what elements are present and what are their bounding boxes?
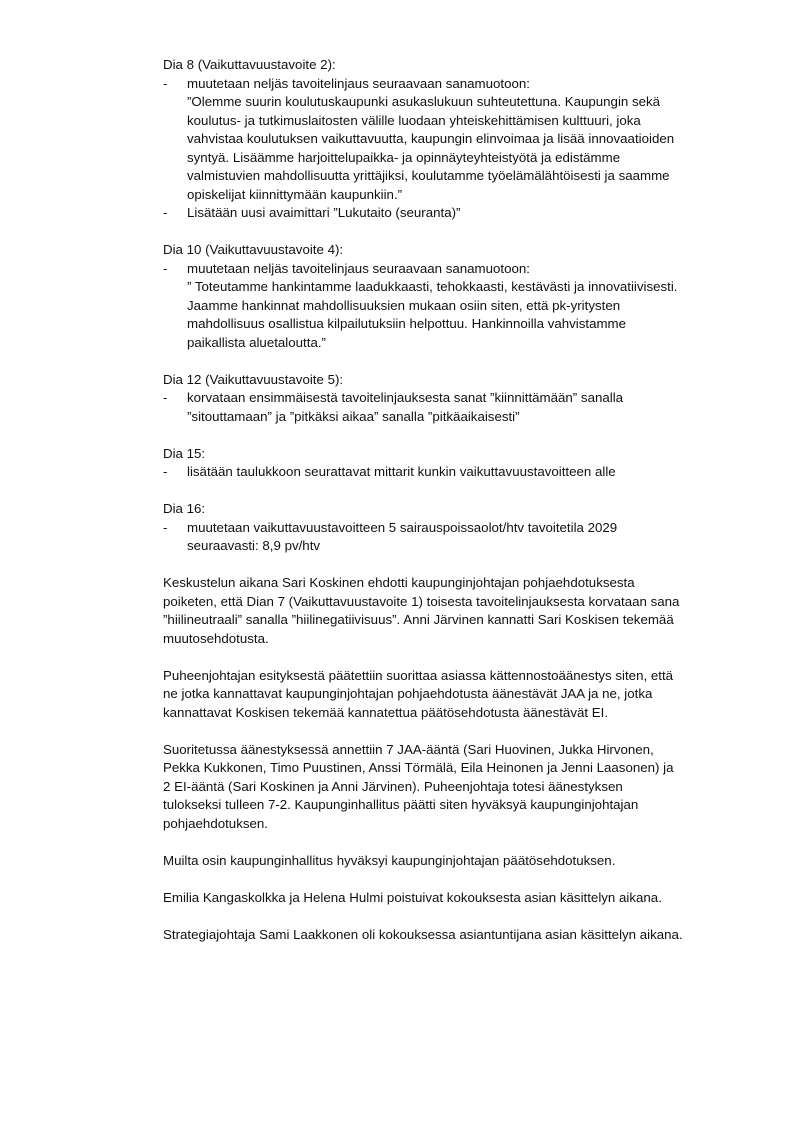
dia8-quote-line: koulutus- ja tutkimuslaitosten välille luodaan yhteiskehittämisen kulttuuri, joka (187, 112, 641, 128)
document-body (163, 56, 743, 944)
dia8-quote-line: syntyä. Lisäämme harjoittelupaikka- ja opinnäyteyhteistyötä ja edistämme (187, 149, 621, 165)
list-dash: - (163, 519, 168, 535)
list-dash: - (163, 390, 168, 405)
dia8-quote-line: opiskelijat kiinnittymään kaupunkiin.” (187, 186, 403, 202)
dia15-heading: Dia 15: (163, 445, 206, 461)
dia10-quote-line: paikallista aluetaloutta.” (187, 334, 326, 350)
paragraph-line: poiketen, että Dian 7 (Vaikuttavuustavoite 1) toisesta tavoitelinjauksesta korvataan sana (163, 593, 680, 609)
paragraph-line: Suoritetussa äänestyksessä annettiin 7 JAA-ääntä (Sari Huovinen, Jukka Hirvonen, (163, 741, 654, 757)
paragraph-line: Pekka Kukkonen, Timo Puustinen, Anssi Törmälä, Eila Heinonen ja Jenni Laasonen) ja (163, 760, 674, 775)
dia10-item-text: muutetaan neljäs tavoitelinjaus seuraavaan sanamuotoon: (187, 260, 530, 276)
vote-result-paragraph (163, 741, 743, 834)
dia8-item-text: muutetaan neljäs tavoitelinjaus seuraavaan sanamuotoon: (187, 75, 530, 91)
dia12-item-line: korvataan ensimmäisestä tavoitelinjauksesta sanat ”kiinnittämään” sanalla (187, 390, 624, 405)
dia10-quote-line: mahdollisuus osallistua kilpailutuksiin helpottuu. Hankinnoilla vahvistamme (187, 316, 627, 331)
dia16-item-line: muutetaan vaikuttavuustavoitteen 5 sairauspoissaolot/htv tavoitetila 2029 (187, 519, 618, 535)
vote-proposal-paragraph (163, 667, 743, 723)
list-dash: - (163, 75, 168, 91)
paragraph-line: 2 EI-ääntä (Sari Koskinen ja Anni Järvinen). Puheenjohtaja totesi äänestyksen (163, 778, 623, 794)
expert-paragraph: Strategiajohtaja Sami Laakkonen oli kokouksessa asiantuntijana asian käsittelyn aikana. (163, 926, 683, 942)
paragraph-line: Keskustelun aikana Sari Koskinen ehdotti kaupunginjohtajan pohjaehdotuksesta (163, 575, 635, 590)
dia8-quote-line: ”Olemme suurin koulutuskaupunki asukaslukuun suhteutettuna. Kaupungin sekä (187, 94, 661, 109)
departure-paragraph: Emilia Kangaskolkka ja Helena Hulmi poistuivat kokouksesta asian käsittelyn aikana. (163, 889, 662, 905)
dia16-list-item (163, 519, 743, 556)
dia16-item-line: seuraavasti: 8,9 pv/htv (187, 538, 321, 553)
dia8-heading: Dia 8 (Vaikuttavuustavoite 2): (163, 57, 336, 72)
dia8-item2-text: Lisätään uusi avaimittari ”Lukutaito (seuranta)” (187, 205, 461, 220)
paragraph-line: ne jotka kannattavat kaupunginjohtajan pohjaehdotusta äänestävät JAA ja ne, jotka (163, 686, 653, 701)
discussion-paragraph (163, 574, 743, 648)
decision-paragraph: Muilta osin kaupunginhallitus hyväksyi kaupunginjohtajan päätösehdotuksen. (163, 852, 616, 868)
paragraph-line: pohjaehdotuksen. (163, 815, 268, 831)
dia10-quote-line: Jaamme hankinnat mahdollisuuksien mukaan osiin siten, että pk-yritysten (187, 297, 621, 313)
dia10-list-item (163, 260, 743, 353)
paragraph-line: tulokseksi tulleen 7-2. Kaupunginhallitus päätti siten hyväksyä kaupunginjohtajan (163, 797, 639, 812)
dia8-list-item (163, 75, 743, 205)
list-dash: - (163, 205, 168, 220)
paragraph-line: Puheenjohtajan esityksestä päätettiin suorittaa asiassa kättennostoäänestys siten, että (163, 667, 674, 683)
dia12-heading: Dia 12 (Vaikuttavuustavoite 5): (163, 371, 344, 387)
paragraph-line: ”hiilineutraali” sanalla ”hiilinegatiivisuus”. Anni Järvinen kannatti Sari Koskisen tekemää (163, 612, 674, 627)
dia10-heading: Dia 10 (Vaikuttavuustavoite 4): (163, 242, 344, 257)
dia10-quote-line: ” Toteutamme hankintamme laadukkaasti, tehokkaasti, kestävästi ja innovatiivisesti. (187, 279, 678, 294)
dia8-list-item (163, 204, 743, 223)
dia16-heading: Dia 16: (163, 501, 206, 516)
paragraph-line: kannattavat Koskisen tekemää kannatettua päätösehdotusta äänestävät EI. (163, 704, 609, 720)
dia12-list-item (163, 389, 743, 426)
dia12-item-line: ”sitouttamaan” ja ”pitkäksi aikaa” sanalla ”pitkäaikaisesti” (187, 408, 520, 424)
paragraph-line: muutosehdotusta. (163, 630, 269, 646)
dia15-list-item (163, 463, 743, 482)
dia8-quote-line: valmistuvien mahdollisuutta yrittäjiksi, koulutamme työelämälähtöisesti ja saamme (187, 168, 670, 183)
list-dash: - (163, 260, 168, 276)
dia15-item-text: lisätään taulukkoon seurattavat mittarit kunkin vaikuttavuustavoitteen alle (187, 464, 616, 479)
list-dash: - (163, 464, 168, 479)
dia8-quote-line: vahvistaa koulutuksen vaikuttavuutta, kaupungin elinvoimaa ja lisää innovaatioiden (187, 131, 675, 146)
